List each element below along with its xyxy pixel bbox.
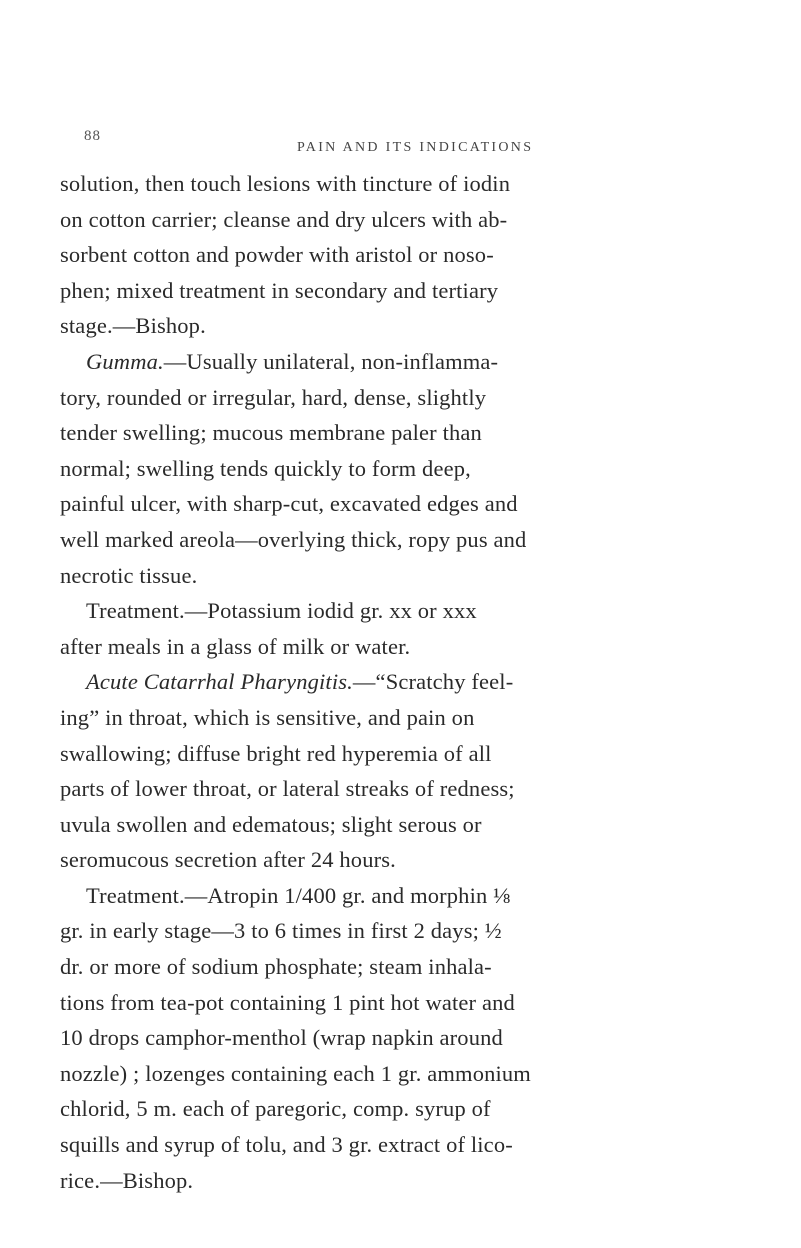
heading-text: Acute Catarrhal Pharyngitis. — [86, 669, 353, 695]
text-line — [60, 878, 730, 914]
body-text-segment: Treatment.—Atropin 1/400 gr. and morphin ⅛ — [86, 882, 511, 908]
text-line — [60, 486, 730, 522]
body-text-segment: parts of lower throat, or lateral streaks of redness; — [60, 776, 515, 802]
body-text-segment: gr. in early stage—3 to 6 times in first 2 days; ½ — [60, 918, 502, 944]
text-line — [60, 273, 730, 309]
text-line — [60, 949, 730, 985]
text-line — [60, 1056, 730, 1092]
text-line — [60, 451, 730, 487]
heading-text: Gumma. — [86, 348, 164, 374]
text-line — [60, 913, 730, 949]
body-text-segment: squills and syrup of tolu, and 3 gr. extract of lico- — [60, 1132, 513, 1158]
text-line — [60, 593, 730, 629]
body-text-segment: uvula swollen and edematous; slight serous or — [60, 811, 482, 837]
text-line — [60, 522, 730, 558]
body-text-segment: normal; swelling tends quickly to form deep, — [60, 455, 471, 481]
text-line — [60, 166, 730, 202]
text-line — [60, 1091, 730, 1127]
text-line — [60, 771, 730, 807]
text-line — [60, 736, 730, 772]
body-text-segment: painful ulcer, with sharp-cut, excavated edges and — [60, 491, 518, 517]
text-line — [60, 842, 730, 878]
text-line — [60, 807, 730, 843]
body-text-segment: ing” in throat, which is sensitive, and pain on — [60, 704, 475, 730]
body-text-segment: seromucous secretion after 24 hours. — [60, 847, 396, 873]
body-text-segment: dr. or more of sodium phosphate; steam inhala- — [60, 954, 492, 980]
text-line — [60, 380, 730, 416]
body-text-segment: solution, then touch lesions with tincture of iodin — [60, 171, 511, 196]
body-text-segment: swallowing; diffuse bright red hyperemia of all — [60, 740, 492, 766]
body-text — [60, 166, 730, 1198]
body-text-segment: —“Scratchy feel- — [352, 669, 514, 695]
body-text-segment: rice.—Bishop. — [60, 1167, 194, 1193]
text-line — [60, 629, 730, 665]
text-line — [60, 344, 730, 380]
text-line — [60, 558, 730, 594]
text-line — [60, 664, 730, 700]
body-text-segment: Treatment.—Potassium iodid gr. xx or xxx — [86, 598, 477, 624]
text-line — [60, 308, 730, 344]
body-text-segment: tender swelling; mucous membrane paler than — [60, 420, 482, 446]
body-text-segment: —Usually unilateral, non-inflamma- — [163, 348, 499, 374]
body-text-segment: well marked areola—overlying thick, ropy pus and — [60, 526, 527, 552]
text-line — [60, 985, 730, 1021]
body-text-segment: stage.—Bishop. — [60, 313, 206, 339]
text-line — [60, 1020, 730, 1056]
body-text-segment: necrotic tissue. — [60, 562, 198, 588]
page-number: 88 — [84, 128, 101, 144]
body-text-segment: tory, rounded or irregular, hard, dense, slightly — [60, 384, 487, 410]
body-text-segment: after meals in a glass of milk or water. — [60, 633, 411, 659]
body-text-segment: on cotton carrier; cleanse and dry ulcers with ab- — [60, 206, 508, 232]
running-head: PAIN AND ITS INDICATIONS — [297, 140, 534, 155]
text-line — [60, 415, 730, 451]
text-line — [60, 1127, 730, 1163]
body-text-segment: sorbent cotton and powder with aristol or noso- — [60, 242, 494, 268]
text-line — [60, 202, 730, 238]
body-text-segment: tions from tea-pot containing 1 pint hot water and — [60, 989, 515, 1015]
text-line — [60, 1163, 730, 1199]
body-text-segment: phen; mixed treatment in secondary and tertiary — [60, 277, 499, 303]
text-line — [60, 237, 730, 273]
body-text-segment: nozzle) ; lozenges containing each 1 gr. ammonium — [60, 1060, 531, 1086]
body-text-segment: chlorid, 5 m. each of paregoric, comp. syrup of — [60, 1096, 491, 1122]
text-line — [60, 700, 730, 736]
body-text-segment: 10 drops camphor-menthol (wrap napkin around — [60, 1025, 503, 1051]
